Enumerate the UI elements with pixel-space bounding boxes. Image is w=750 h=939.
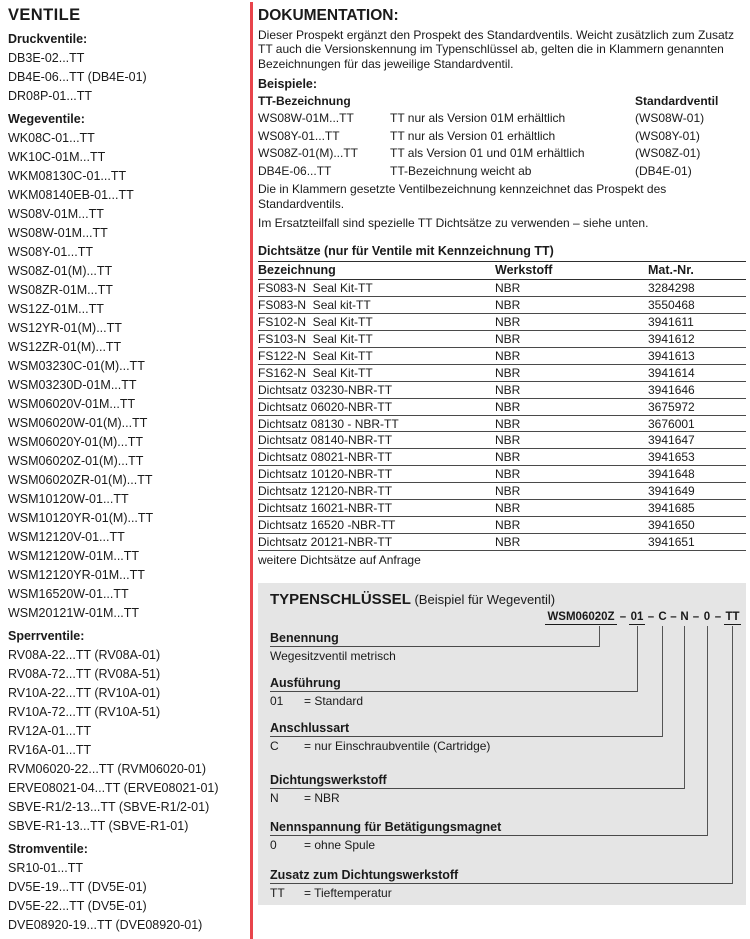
seal-designation: FS102-N Seal Kit-TT [258, 315, 373, 330]
standard-valve: (WS08Y-01) [635, 128, 700, 143]
seal-mat-nr: 3941647 [648, 433, 695, 448]
table-row [258, 280, 746, 297]
connector-line [684, 626, 685, 789]
valve-item: WSM10120YR-01(M)...TT [8, 511, 154, 525]
note-ersatzteil: Im Ersatzteilfall sind spezielle TT Dichtsätze zu verwenden – siehe unten. [258, 215, 649, 230]
valve-item: WSM16520W-01...TT [8, 587, 129, 601]
table-row [258, 466, 746, 483]
code-segment: 01 [630, 611, 644, 623]
seal-material: NBR [495, 298, 521, 313]
valve-item: WSM10120W-01...TT [8, 492, 129, 506]
col-bezeichnung: Bezeichnung [258, 263, 336, 278]
valve-item: WKM08130C-01...TT [8, 169, 127, 183]
ts-section-anschlussart [270, 721, 662, 753]
type-key-subtitle: (Beispiel für Wegeventil) [410, 592, 556, 607]
tt-description: TT-Bezeichnung weicht ab [390, 163, 532, 178]
ts-meaning: = ohne Spule [304, 838, 376, 852]
ts-key: N [270, 791, 279, 805]
valve-section-heading: Stromventile: [8, 842, 88, 856]
table-row [258, 534, 746, 551]
valve-item: RV08A-72...TT (RV08A-51) [8, 667, 161, 681]
examples-label: Beispiele: [258, 76, 318, 91]
connector-line [662, 626, 663, 737]
examples-col3-header: Standardventil [635, 93, 719, 108]
connector-line [637, 626, 638, 692]
type-key-title [270, 591, 555, 609]
seal-material: NBR [495, 467, 521, 482]
seal-material: NBR [495, 382, 521, 397]
col-werkstoff: Werkstoff [495, 263, 553, 278]
valve-item: WK08C-01...TT [8, 131, 95, 145]
seal-mat-nr: 3941612 [648, 332, 695, 346]
seal-designation: FS103-N Seal Kit-TT [258, 332, 373, 346]
seal-designation: Dichtsatz 06020-NBR-TT [258, 399, 393, 414]
seal-material: NBR [495, 534, 521, 549]
seal-mat-nr: 3941653 [648, 450, 695, 465]
valve-section-heading: Sperrventile: [8, 629, 85, 643]
ts-section-zusatz [270, 868, 732, 900]
tt-description: TT nur als Version 01M erhältlich [390, 111, 566, 126]
code-segment: – [692, 611, 700, 623]
documentation-title: DOKUMENTATION: [258, 7, 399, 24]
examples-table [258, 93, 746, 181]
valve-item: WS08V-01M...TT [8, 207, 104, 221]
column-divider-line [250, 2, 253, 939]
ts-section-value [270, 838, 707, 852]
seal-material: NBR [495, 315, 521, 330]
valve-item: DB4E-06...TT (DB4E-01) [8, 70, 147, 84]
seal-mat-nr: 3941649 [648, 484, 695, 499]
seal-material: NBR [495, 484, 521, 499]
col-mat-nr: Mat.-Nr. [648, 263, 694, 278]
valve-item: WS12ZR-01(M)...TT [8, 340, 122, 354]
valve-item: DV5E-22...TT (DV5E-01) [8, 899, 147, 913]
type-key-box [258, 583, 746, 905]
ts-section-value [270, 694, 637, 708]
ts-section-value [270, 739, 662, 753]
connector-line [599, 626, 600, 647]
table-row [258, 297, 746, 314]
ts-section-nennspannung [270, 820, 707, 852]
seal-table-body [258, 280, 746, 551]
seal-material: NBR [495, 416, 521, 431]
valve-section-heading: Wegeventile: [8, 112, 85, 126]
valve-item: WSM06020Y-01(M)...TT [8, 435, 143, 449]
seal-material: NBR [495, 450, 521, 465]
valve-item: RV10A-72...TT (RV10A-51) [8, 705, 161, 719]
valve-item-list [8, 646, 248, 836]
valve-item: DR08P-01...TT [8, 89, 93, 103]
code-segment: – [647, 611, 655, 623]
seal-table-title: Dichtsätze (nur für Ventile mit Kennzeichnung TT) [258, 243, 746, 262]
table-row [258, 399, 746, 416]
seal-mat-nr: 3676001 [648, 416, 695, 431]
documentation-column [258, 0, 746, 939]
valve-item: DVE08920-19...TT (DVE08920-01) [8, 918, 203, 932]
valve-item: RV12A-01...TT [8, 724, 92, 738]
table-row [258, 483, 746, 500]
valve-item: ERVE08021-04...TT (ERVE08021-01) [8, 781, 219, 795]
seal-material: NBR [495, 348, 521, 363]
table-row [258, 331, 746, 348]
seal-mat-nr: 3941650 [648, 517, 695, 532]
valve-section-heading: Druckventile: [8, 32, 88, 46]
valve-item: SBVE-R1/2-13...TT (SBVE-R1/2-01) [8, 800, 210, 814]
valve-item: WS12Z-01M...TT [8, 302, 104, 316]
valve-item: RV10A-22...TT (RV10A-01) [8, 686, 161, 700]
type-key-title-main: TYPENSCHLÜSSEL [270, 591, 411, 608]
valve-item: WSM03230D-01M...TT [8, 378, 137, 392]
note-klammern: Die in Klammern gesetzte Ventilbezeichnung kennzeichnet das Prospekt des Standardventils. [258, 182, 667, 211]
ts-meaning: = Standard [304, 694, 364, 708]
seal-designation: Dichtsatz 12120-NBR-TT [258, 484, 393, 499]
valve-item: WSM20121W-01M...TT [8, 606, 140, 620]
seal-kits-table [258, 262, 746, 551]
ts-section-label: Zusatz zum Dichtungswerkstoff [270, 868, 732, 884]
seal-designation: Dichtsatz 10120-NBR-TT [258, 467, 393, 482]
valve-list-title: VENTILE [8, 6, 81, 24]
ts-key: TT [270, 886, 285, 900]
valve-section-stromventile [8, 840, 248, 935]
seal-mat-nr: 3941646 [648, 382, 695, 397]
ts-key: 0 [270, 838, 277, 852]
ts-section-label: Nennspannung für Betätigungsmagnet [270, 820, 707, 836]
table-row [258, 432, 746, 449]
valve-item: DB3E-02...TT [8, 51, 85, 65]
code-segment: 0 [703, 611, 711, 623]
valve-item: WS12YR-01(M)...TT [8, 321, 122, 335]
seal-designation: Dichtsatz 16021-NBR-TT [258, 501, 393, 516]
seal-material: NBR [495, 365, 521, 380]
valve-item: WS08ZR-01M...TT [8, 283, 113, 297]
seal-designation: FS083-N Seal kit-TT [258, 298, 371, 313]
valve-item: WSM06020V-01M...TT [8, 397, 136, 411]
table-row [258, 110, 746, 128]
valve-item: WSM03230C-01(M)...TT [8, 359, 145, 373]
tt-designation: WS08Y-01...TT [258, 128, 340, 143]
standard-valve: (DB4E-01) [635, 163, 692, 178]
valve-item: WKM08140EB-01...TT [8, 188, 134, 202]
ts-section-value [270, 649, 599, 663]
ts-section-value [270, 791, 684, 805]
valve-section-sperrventile [8, 627, 248, 836]
table-row [258, 163, 746, 181]
ts-section-ausfuehrung [270, 676, 637, 708]
tt-designation: WS08Z-01(M)...TT [258, 146, 359, 161]
ts-section-dichtungswerkstoff [270, 773, 684, 805]
type-key-code [545, 610, 741, 625]
seal-mat-nr: 3941614 [648, 365, 695, 380]
standard-valve: (WS08Z-01) [635, 146, 701, 161]
seal-mat-nr: 3675972 [648, 399, 695, 414]
examples-col1-header: TT-Bezeichnung [258, 93, 351, 108]
code-segment: – [670, 611, 677, 623]
ts-meaning: = Tieftemperatur [304, 886, 392, 900]
code-segment: – [619, 611, 627, 623]
table-row [258, 145, 746, 163]
tt-designation: DB4E-06...TT [258, 163, 332, 178]
seal-mat-nr: 3941613 [648, 348, 695, 363]
valve-item: DV5E-19...TT (DV5E-01) [8, 880, 147, 894]
table-row [258, 314, 746, 331]
connector-line [732, 626, 733, 884]
code-segment: TT [725, 611, 740, 623]
valve-item: SBVE-R1-13...TT (SBVE-R1-01) [8, 819, 189, 833]
seal-designation: Dichtsatz 08021-NBR-TT [258, 450, 393, 465]
tt-description: TT nur als Version 01 erhältlich [390, 128, 556, 143]
seal-material: NBR [495, 501, 521, 516]
ts-meaning: Wegesitzventil metrisch [270, 649, 396, 663]
seal-material: NBR [495, 433, 521, 448]
code-segment: N [680, 611, 689, 623]
valve-item: WSM06020Z-01(M)...TT [8, 454, 144, 468]
ts-key: C [270, 739, 279, 753]
ts-section-label: Dichtungswerkstoff [270, 773, 684, 789]
code-segment: – [714, 611, 722, 623]
valve-section-druckventile [8, 30, 248, 106]
seal-designation: Dichtsatz 20121-NBR-TT [258, 534, 393, 549]
seal-mat-nr: 3941685 [648, 501, 695, 516]
seal-mat-nr: 3941648 [648, 467, 695, 482]
valve-item: WSM06020ZR-01(M)...TT [8, 473, 153, 487]
valve-item: RVM06020-22...TT (RVM06020-01) [8, 762, 207, 776]
valve-item: WS08Y-01...TT [8, 245, 93, 259]
valve-item: WSM12120YR-01M...TT [8, 568, 145, 582]
examples-table-body [258, 110, 746, 180]
valve-item-list [8, 49, 248, 106]
table-row [258, 382, 746, 399]
seal-designation: Dichtsatz 16520 -NBR-TT [258, 517, 396, 532]
valve-item: WS08Z-01(M)...TT [8, 264, 113, 278]
table-row [258, 365, 746, 382]
connector-line [707, 626, 708, 836]
ts-section-value [270, 886, 732, 900]
tt-designation: WS08W-01M...TT [258, 111, 354, 126]
code-segment: C [658, 611, 667, 623]
table-row [258, 449, 746, 466]
valve-item: WK10C-01M...TT [8, 150, 106, 164]
valve-section-wegeventile [8, 110, 248, 623]
seal-material: NBR [495, 281, 521, 296]
seal-mat-nr: 3550468 [648, 298, 695, 313]
examples-col2-header [390, 93, 635, 111]
seal-designation: Dichtsatz 03230-NBR-TT [258, 382, 393, 397]
ts-meaning: = nur Einschraubventile (Cartridge) [304, 739, 491, 753]
ts-meaning: = NBR [304, 791, 340, 805]
seal-table-header [258, 262, 746, 280]
table-row [258, 128, 746, 146]
documentation-intro: Dieser Prospekt ergänzt den Prospekt des Standardventils. Weicht zusätzlich zum Zusatz TT auch die Versionskennung im Typenschlüssel ab, gelten die in Klammern genannten Bezeichnungen für das jeweilige Standardventil. [258, 28, 734, 71]
seal-material: NBR [495, 517, 521, 532]
valve-list-column [8, 4, 248, 935]
valve-item: WSM06020W-01(M)...TT [8, 416, 148, 430]
standard-valve: (WS08W-01) [635, 111, 705, 126]
table-row [258, 348, 746, 365]
code-segment: WSM06020Z [545, 610, 617, 625]
seal-designation: FS162-N Seal Kit-TT [258, 365, 373, 380]
table-row [258, 500, 746, 517]
valve-item: RV08A-22...TT (RV08A-01) [8, 648, 161, 662]
ts-section-benennung [270, 631, 599, 663]
seal-mat-nr: 3941651 [648, 534, 695, 549]
seal-designation: FS122-N Seal Kit-TT [258, 348, 373, 363]
ts-key: 01 [270, 694, 284, 708]
seal-table-footer: weitere Dichtsätze auf Anfrage [258, 552, 421, 567]
seal-designation: Dichtsatz 08140-NBR-TT [258, 433, 393, 448]
valve-item: WSM12120W-01M...TT [8, 549, 140, 563]
valve-item-list [8, 859, 248, 935]
valve-item: WS08W-01M...TT [8, 226, 108, 240]
examples-table-header [258, 93, 746, 111]
seal-mat-nr: 3941611 [648, 315, 694, 330]
tt-description: TT als Version 01 und 01M erhältlich [390, 146, 585, 161]
seal-designation: FS083-N Seal Kit-TT [258, 281, 373, 296]
valve-item-list [8, 129, 248, 623]
seal-material: NBR [495, 399, 521, 414]
ts-section-label: Ausführung [270, 676, 637, 692]
ts-section-label: Anschlussart [270, 721, 662, 737]
valve-item: RV16A-01...TT [8, 743, 92, 757]
valve-item: SR10-01...TT [8, 861, 84, 875]
table-row [258, 416, 746, 433]
ts-section-label: Benennung [270, 631, 599, 647]
seal-designation: Dichtsatz 08130 - NBR-TT [258, 416, 399, 431]
seal-material: NBR [495, 332, 521, 346]
table-row [258, 517, 746, 534]
valve-item: WSM12120V-01...TT [8, 530, 125, 544]
seal-mat-nr: 3284298 [648, 281, 695, 296]
